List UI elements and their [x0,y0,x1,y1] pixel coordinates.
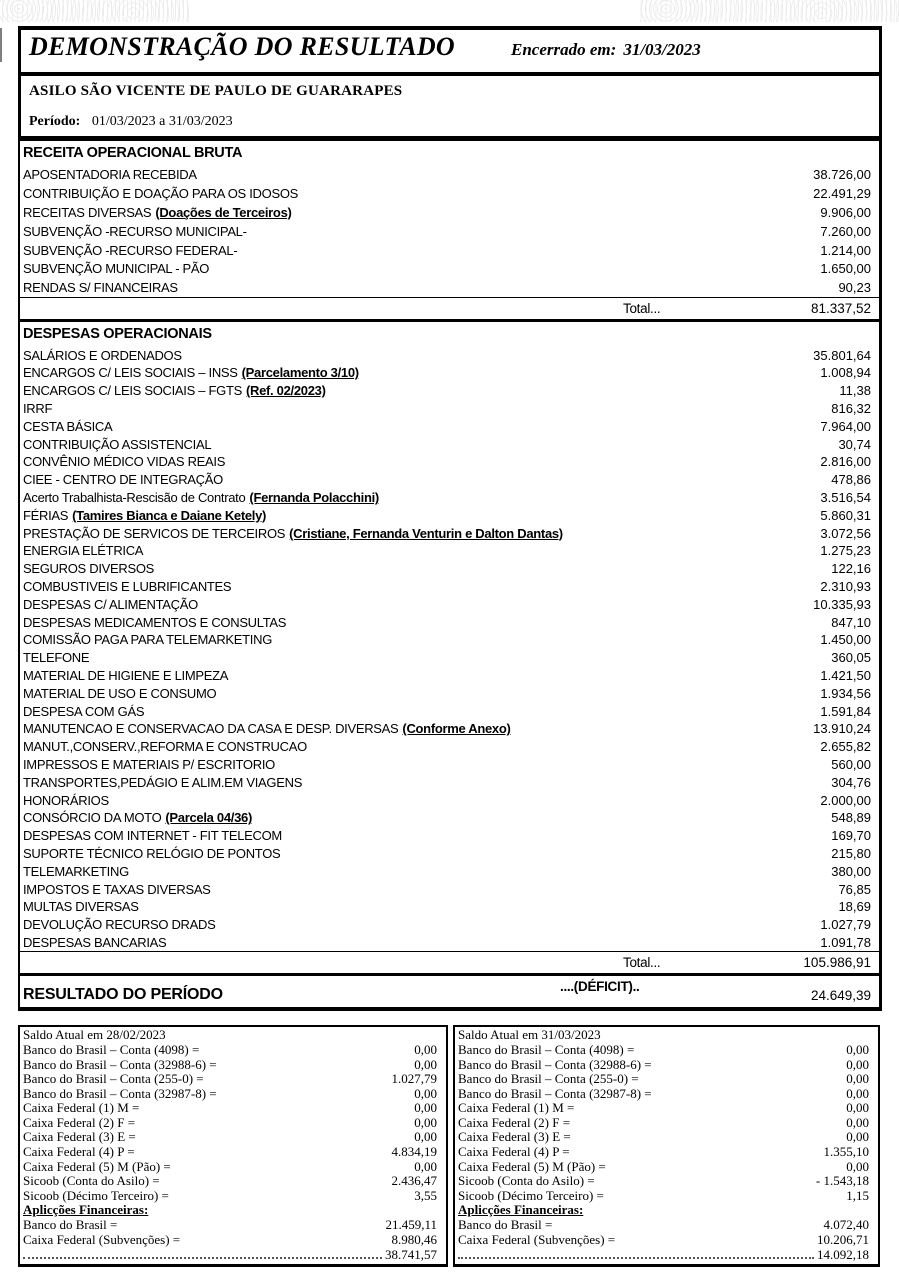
row-label: SUPORTE TÉCNICO RELÓGIO DE PONTOS [23,845,281,861]
row-value: 215,80 [831,845,871,861]
financial-applications-label: Aplicções Financeiras: [23,1202,149,1218]
statement-table [18,141,882,1011]
row-label: SEGUROS DIVERSOS [23,561,155,577]
row-value: 11,38 [839,383,871,399]
row-value: 380,00 [831,863,871,879]
balance-row [455,1189,878,1204]
row-value: 1,15 [846,1187,869,1203]
balance-row [20,1145,446,1160]
balance-row [455,1145,878,1160]
row-value: 9.906,00 [820,204,871,220]
balance-row [455,1087,878,1102]
row-value: 0,00 [414,1056,437,1072]
statement-row [20,845,879,863]
statement-row [20,649,879,667]
row-label: FÉRIAS [23,507,69,523]
balance-row [20,1189,446,1204]
row-value: 0,00 [846,1100,869,1116]
row-value: 0,00 [846,1114,869,1130]
row-value: 1.091,78 [820,934,871,950]
statement-row [20,738,879,756]
row-label: Sicoob (Conta do Asilo) = [23,1173,160,1189]
row-label: RECEITAS DIVERSAS [23,204,152,220]
row-label: Caixa Federal (4) P = [458,1144,570,1160]
statement-row [20,578,879,596]
balance-row [20,1058,446,1073]
row-label: IMPRESSOS E MATERIAIS P/ ESCRITORIO [23,756,275,772]
row-label: Banco do Brasil – Conta (32988-6) = [23,1056,217,1072]
row-label: MANUT.,CONSERV.,REFORMA E CONSTRUCAO [23,739,307,755]
row-label: Banco do Brasil – Conta (32988-6) = [458,1056,652,1072]
row-label: TELEMARKETING [23,863,129,879]
statement-row [20,259,879,278]
row-label: ENERGIA ELÉTRICA [23,543,144,559]
row-label: SUBVENÇÃO -RECURSO FEDERAL- [23,242,238,258]
balance-row [455,1233,878,1248]
row-value: 816,32 [831,401,871,417]
balance-table-current [453,1025,880,1267]
row-label: Caixa Federal (3) E = [458,1129,571,1145]
row-label: CONTRIBUIÇÃO E DOAÇÃO PARA OS IDOSOS [23,185,299,201]
section-header-expenses: DESPESAS OPERACIONAIS [23,326,212,343]
row-label: IRRF [23,401,53,417]
row-value: 560,00 [831,756,871,772]
dotted-leader [458,1257,814,1259]
balance-total-value: 38.741,57 [385,1247,437,1263]
row-label: DESPESAS C/ ALIMENTAÇÃO [23,596,198,612]
row-label: SUBVENÇÃO MUNICIPAL - PÃO [23,261,210,277]
row-value: 1.008,94 [820,365,871,381]
statement-row [20,489,879,507]
statement-row [20,827,879,845]
row-value: 8.980,46 [391,1231,437,1247]
row-label: Banco do Brasil – Conta (255-0) = [23,1071,204,1087]
balance-row [20,1043,446,1058]
balance-title: Saldo Atual em 31/03/2023 [458,1027,601,1043]
row-value: 1.214,00 [820,242,871,258]
period-label: Período: [29,114,81,129]
statement-row [20,471,879,489]
row-label: Caixa Federal (Subvenções) = [458,1231,616,1247]
row-label: Acerto Trabalhista-Rescisão de Contrato [23,490,246,505]
statement-row [20,165,879,184]
balance-row [20,1174,446,1189]
scan-edge-mark [0,28,2,62]
row-value: 3,55 [414,1187,437,1203]
row-value: 35.801,64 [813,347,871,363]
statement-row [20,684,879,702]
row-value: 0,00 [414,1158,437,1174]
row-note: (Tamires Bianca e Daiane Ketely) [72,507,267,523]
row-label: Banco do Brasil – Conta (4098) = [23,1041,200,1057]
row-label: DESPESA COM GÁS [23,703,145,719]
result-value: 24.649,39 [810,988,871,1004]
row-label: MATERIAL DE USO E CONSUMO [23,685,217,701]
row-label: DESPESAS BANCARIAS [23,934,167,950]
row-label: SUBVENÇÃO -RECURSO MUNICIPAL- [23,223,247,239]
statement-row [20,184,879,203]
row-note: (Conforme Anexo) [402,721,511,737]
row-label: IMPOSTOS E TAXAS DIVERSAS [23,881,211,897]
statement-row [20,934,879,952]
dotted-leader [23,1257,382,1259]
row-value: 3.072,56 [820,525,871,541]
row-value: 0,00 [846,1158,869,1174]
document-header [18,26,882,141]
statement-row [20,809,879,827]
scan-noise [640,0,899,22]
balance-row [20,1218,446,1233]
row-label: TELEFONE [23,650,90,666]
balance-tables [18,1025,882,1267]
statement-row [20,524,879,542]
row-label: SALÁRIOS E ORDENADOS [23,347,182,363]
row-value: 10.335,93 [813,596,871,612]
balance-row [455,1160,878,1175]
balance-row [455,1130,878,1145]
row-label: COMISSÃO PAGA PARA TELEMARKETING [23,632,273,648]
title-row [21,30,879,76]
row-label: DESPESAS COM INTERNET - FIT TELECOM [23,828,282,844]
row-value: 10.206,71 [817,1231,869,1247]
row-label: ENCARGOS C/ LEIS SOCIAIS – INSS [23,365,238,381]
balance-row [20,1130,446,1145]
row-value: 4.072,40 [823,1217,869,1233]
row-label: Caixa Federal (Subvenções) = [23,1231,181,1247]
row-value: 21.459,11 [385,1217,437,1233]
statement-row [20,222,879,241]
row-note: (Parcelamento 3/10) [241,365,359,381]
row-value: 76,85 [838,881,871,897]
row-value: - 1.543,18 [815,1173,869,1189]
page-title: DEMONSTRAÇÃO DO RESULTADO [29,32,456,61]
closed-at-label: Encerrado em: [511,40,617,59]
row-value: 2.436,47 [391,1173,437,1189]
balance-row [20,1101,446,1116]
row-value: 1.275,23 [820,543,871,559]
statement-row [20,880,879,898]
balance-row [20,1233,446,1248]
statement-row [20,453,879,471]
row-label: DESPESAS MEDICAMENTOS E CONSULTAS [23,614,287,630]
row-value: 478,86 [831,472,871,488]
row-label: CONTRIBUIÇÃO ASSISTENCIAL [23,436,212,452]
statement-row [20,435,879,453]
row-value: 2.655,82 [820,739,871,755]
row-label: DEVOLUÇÃO RECURSO DRADS [23,917,216,933]
statement-row [20,417,879,435]
row-label: Banco do Brasil – Conta (255-0) = [458,1071,639,1087]
row-value: 5.860,31 [820,507,871,523]
statement-row [20,400,879,418]
row-value: 0,00 [846,1129,869,1145]
balance-apps-rows [455,1218,878,1247]
row-value: 1.355,10 [823,1144,869,1160]
row-value: 18,69 [838,899,871,915]
row-value: 4.834,19 [391,1144,437,1160]
row-label: Banco do Brasil = [458,1217,553,1233]
row-value: 847,10 [831,614,871,630]
row-label: CESTA BÁSICA [23,418,113,434]
expense-rows [20,346,879,951]
revenue-total-row [20,297,879,322]
row-label: MATERIAL DE HIGIENE E LIMPEZA [23,667,229,683]
statement-row [20,278,879,297]
row-value: 0,00 [846,1071,869,1087]
row-value: 7.260,00 [820,223,871,239]
row-value: 0,00 [846,1085,869,1101]
row-value: 1.591,84 [820,703,871,719]
row-value: 0,00 [414,1114,437,1130]
row-label: Banco do Brasil = [23,1217,118,1233]
statement-row [20,595,879,613]
row-label: Sicoob (Conta do Asilo) = [458,1173,595,1189]
row-value: 13.910,24 [813,721,871,737]
balance-table-previous [18,1025,448,1267]
statement-row [20,756,879,774]
statement-row [20,506,879,524]
revenue-rows [20,165,879,297]
row-note: (Ref. 02/2023) [245,383,326,399]
row-value: 2.816,00 [820,454,871,470]
revenue-total-value: 81.337,52 [810,301,871,317]
row-label: Caixa Federal (5) M (Pão) = [458,1158,606,1174]
row-note: (Parcela 04/36) [165,810,252,826]
result-row [20,976,879,1011]
row-label: Caixa Federal (1) M = [458,1100,575,1116]
statement-row [20,791,879,809]
balance-row [455,1058,878,1073]
row-value: 0,00 [414,1129,437,1145]
section-header-revenue: RECEITA OPERACIONAL BRUTA [23,145,243,161]
balance-total-value: 14.092,18 [817,1247,869,1263]
statement-row [20,382,879,400]
row-value: 0,00 [414,1100,437,1116]
revenue-total-label: Total... [623,301,661,317]
balance-rows [455,1043,878,1204]
row-label: MULTAS DIVERSAS [23,899,139,915]
result-label: RESULTADO DO PERÍODO [23,986,223,1004]
row-label: Caixa Federal (4) P = [23,1144,135,1160]
row-value: 0,00 [414,1085,437,1101]
balance-total-row [20,1247,446,1262]
row-note: (Cristiane, Fernanda Venturin e Dalton Dantas) [289,525,563,541]
statement-row [20,631,879,649]
statement-row [20,241,879,260]
statement-row [20,364,879,382]
row-label: PRESTAÇÃO DE SERVICOS DE TERCEIROS [23,525,286,541]
row-value: 1.934,56 [820,685,871,701]
balance-apps-rows [20,1218,446,1247]
row-label: Banco do Brasil – Conta (32987-8) = [23,1085,217,1101]
row-value: 1.027,79 [391,1071,437,1087]
row-label: APOSENTADORIA RECEBIDA [23,166,197,182]
row-value: 30,74 [838,436,871,452]
expenses-total-value: 105.986,91 [803,955,871,971]
row-value: 3.516,54 [820,490,871,505]
scan-noise [0,0,190,22]
expenses-total-label: Total... [623,955,661,971]
statement-row [20,203,879,222]
balance-row [455,1116,878,1131]
statement-row [20,702,879,720]
row-note: (Fernanda Polacchini) [249,490,379,505]
statement-row [20,773,879,791]
row-label: Caixa Federal (2) F = [23,1114,136,1130]
row-label: Sicoob (Décimo Terceiro) = [458,1187,604,1203]
row-value: 2.310,93 [820,578,871,594]
row-label: RENDAS S/ FINANCEIRAS [23,280,178,296]
row-value: 360,05 [831,650,871,666]
balance-row [455,1043,878,1058]
statement-row [20,862,879,880]
balance-row [20,1072,446,1087]
statement-row [20,613,879,631]
closed-at-date: 31/03/2023 [623,40,701,59]
row-value: 0,00 [846,1041,869,1057]
income-statement [18,26,882,1267]
row-label: Sicoob (Décimo Terceiro) = [23,1187,169,1203]
row-note: (Doações de Terceiros) [155,204,292,220]
row-label: Caixa Federal (1) M = [23,1100,140,1116]
row-label: Caixa Federal (3) E = [23,1129,136,1145]
statement-row [20,560,879,578]
row-value: 548,89 [831,810,871,826]
row-value: 7.964,00 [820,418,871,434]
balance-row [20,1087,446,1102]
row-label: HONORÁRIOS [23,792,109,808]
row-value: 2.000,00 [820,792,871,808]
row-label: MANUTENCAO E CONSERVACAO DA CASA E DESP. DIVERSAS [23,721,399,737]
row-value: 0,00 [846,1056,869,1072]
row-label: ENCARGOS C/ LEIS SOCIAIS – FGTS [23,383,242,399]
row-value: 122,16 [831,561,871,577]
statement-row [20,667,879,685]
row-label: Banco do Brasil – Conta (32987-8) = [458,1085,652,1101]
row-value: 169,70 [831,828,871,844]
row-label: TRANSPORTES,PEDÁGIO E ALIM.EM VIAGENS [23,774,303,790]
balance-row [455,1101,878,1116]
row-label: Caixa Federal (5) M (Pão) = [23,1158,171,1174]
balance-row [20,1160,446,1175]
statement-row [20,542,879,560]
row-label: CONSÓRCIO DA MOTO [23,810,162,826]
balance-title: Saldo Atual em 28/02/2023 [23,1027,166,1043]
period-row [21,112,879,136]
balance-row [455,1218,878,1233]
row-value: 1.421,50 [820,667,871,683]
row-label: Banco do Brasil – Conta (4098) = [458,1041,635,1057]
row-label: CONVÊNIO MÉDICO VIDAS REAIS [23,454,226,470]
row-label: COMBUSTIVEIS E LUBRIFICANTES [23,578,232,594]
row-value: 1.650,00 [820,261,871,277]
row-value: 90,23 [838,280,871,296]
statement-row [20,916,879,934]
balance-row [20,1116,446,1131]
balance-rows [20,1043,446,1204]
deficit-label: ....(DÉFICIT).. [560,979,640,995]
balance-row [455,1072,878,1087]
balance-row [455,1174,878,1189]
row-value: 38.726,00 [813,166,871,182]
row-label: Caixa Federal (2) F = [458,1114,571,1130]
entity-name: ASILO SÃO VICENTE DE PAULO DE GUARARAPES [29,83,403,99]
row-value: 1.450,00 [820,632,871,648]
period-value: 01/03/2023 a 31/03/2023 [91,114,233,129]
row-value: 1.027,79 [820,917,871,933]
financial-applications-label: Aplicções Financeiras: [458,1202,584,1218]
statement-row [20,346,879,364]
row-value: 0,00 [414,1041,437,1057]
statement-row [20,720,879,738]
row-label: CIEE - CENTRO DE INTEGRAÇÃO [23,472,223,488]
balance-total-row [455,1247,878,1262]
row-value: 22.491,29 [813,185,871,201]
row-value: 304,76 [831,774,871,790]
statement-row [20,898,879,916]
expenses-total-row [20,951,879,976]
